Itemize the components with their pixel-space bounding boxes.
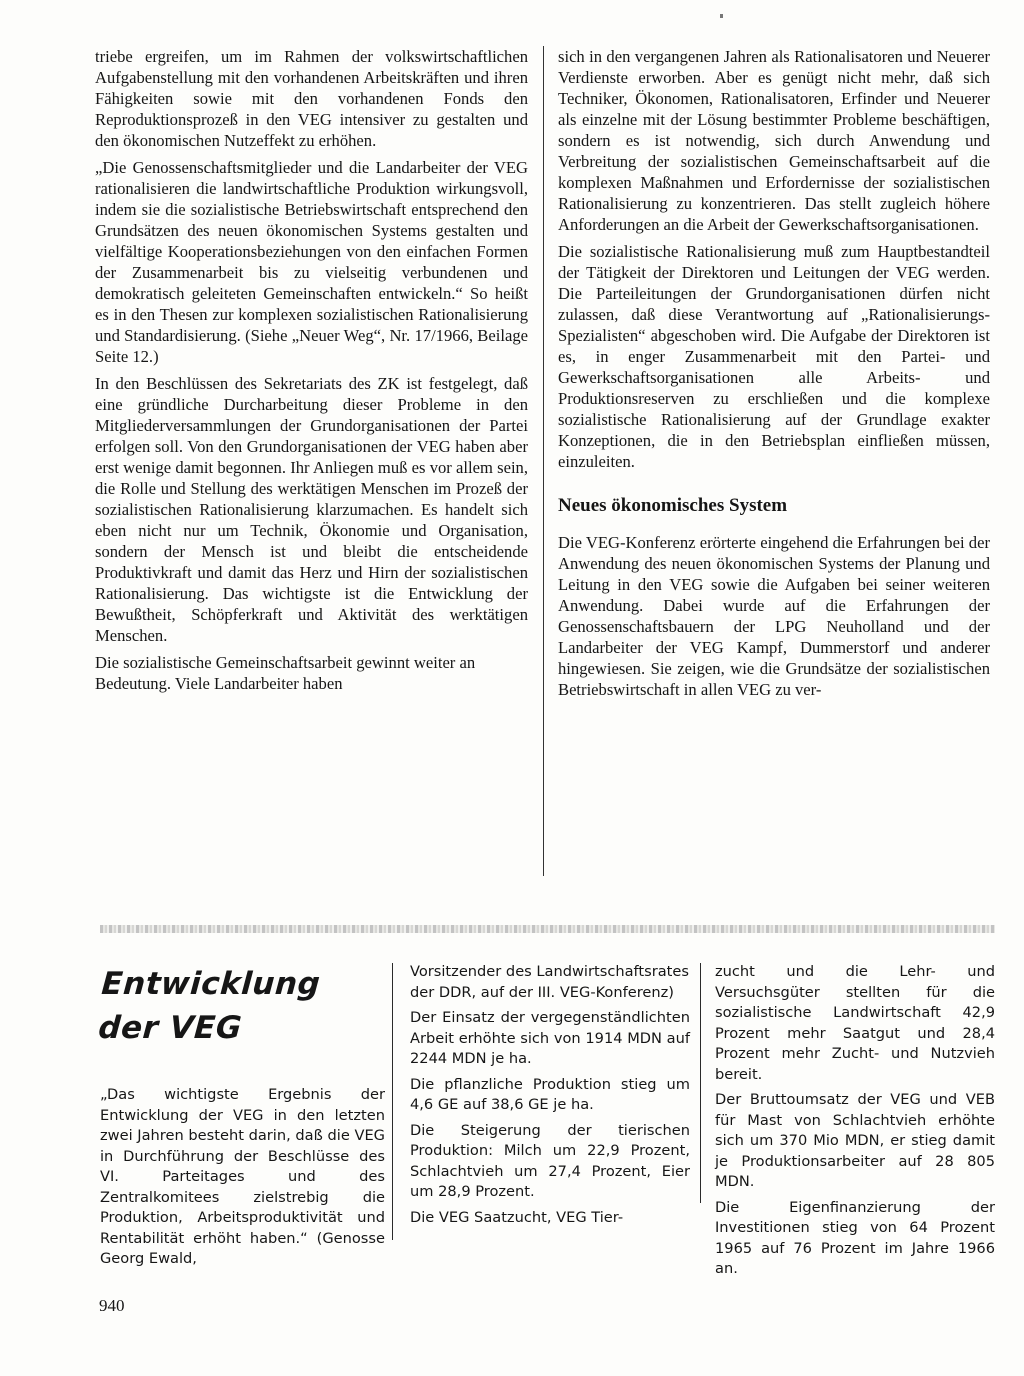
box-right-column — [715, 962, 995, 1285]
box-column-rule — [392, 963, 393, 1240]
section-heading: Neues ökonomisches System — [558, 495, 788, 516]
box-paragraph: „Das wichtigste Ergebnis der Entwicklung der VEG in den letzten zwei Jahren besteht darin, daß die VEG in Durchführung der Beschlüsse des VI. Parteitages und des Zentralkomitees zielstrebig die Produktion, Arbeitsproduktivität und Rentabilität erhöht haben.“ (Genosse Georg Ewald, — [100, 1086, 385, 1267]
article-left-column — [95, 46, 528, 700]
box-column-rule — [700, 963, 701, 1203]
paragraph: In den Beschlüssen des Sekretariats des ZK ist festgelegt, daß eine gründliche Durcharbeitung dieser Probleme in den Mitgliederversammlungen der Grundorganisationen der Partei erfolgen soll. Von den Grundorganisationen der VEG haben aber erst wenige damit begonnen. Ihr Anliegen muß es vor allem sein, die Rolle und Stellung des werktätigen Menschen im Prozeß der sozialistischen Rationalisierung klarzumachen. Es handelt sich eben nicht nur um Technik, Ökonomie und Organisation, sondern der Mensch ist und bleibt die entscheidende Produktivkraft und damit das Herz und Hirn der sozialistischen Rationalisierung. Das wichtigste ist die Entwicklung der Bewußtheit, Schöpferkraft und Aktivität des werktätigen Menschen. — [95, 374, 528, 645]
box-paragraph: Der Einsatz der vergegenständlichten Arbeit erhöhte sich von 1914 MDN auf 2244 MDN je ha. — [410, 1009, 690, 1067]
box-title-line: der VEG — [97, 1010, 244, 1046]
article-right-column — [558, 46, 990, 706]
page-number: 940 — [99, 1296, 125, 1315]
box-paragraph: Vorsitzender des Landwirtschaftsrates der DDR, auf der III. VEG-Konferenz) — [410, 963, 689, 1001]
box-title-line: Entwicklung — [100, 966, 322, 1002]
box-middle-column — [410, 962, 690, 1233]
paragraph: „Die Genossenschaftsmitglieder und die Landarbeiter der VEG rationalisieren die landwirtschaftliche Produktion wirkungsvoll, indem sie die sozialistische Betriebswirtschaft entsprechend den Grundsätzen des neuen ökonomischen Systems gestalten und vielfältige Kooperationsbeziehungen von den einfachen Formen der Zusammenarbeit bis zu vielseitig verbundenen und demokratisch geleiteten Gemeinschaften entwickeln.“ So heißt es in den Thesen zur komplexen sozialistischen Rationalisierung und Standardisierung. (Siehe „Neuer Weg“, Nr. 17/1966, Beilage Seite 12.) — [95, 158, 528, 366]
paragraph: Die VEG-Konferenz erörterte eingehend die Erfahrungen bei der Anwendung des neuen ökonomischen Systems der Planung und Leitung in den VEG sowie die Aufgaben bei seiner weiteren Anwendung. Dabei wurde auf die Erfahrungen der Genossenschaftsbauern der LPG Neuholland und der Landarbeiter der VEG Kampf, Dummerstorf und anderer hingewiesen. Sie zeigen, wie die Grundsätze der sozialistischen Betriebswirtschaft in allen VEG zu ver- — [558, 533, 990, 699]
box-paragraph: Der Bruttoumsatz der VEG und VEB für Mast von Schlachtvieh erhöhte sich um 370 Mio MDN, er stieg damit je Produktionsarbeiter auf 28 805 MDN. — [715, 1091, 995, 1190]
paragraph: Die sozialistische Gemeinschaftsarbeit gewinnt weiter an Bedeutung. Viele Landarbeiter haben — [95, 653, 476, 693]
box-paragraph: Die Eigenfinanzierung der Investitionen stieg von 64 Prozent 1965 auf 76 Prozent im Jahre 1966 an. — [715, 1198, 995, 1277]
box-paragraph: zucht und die Lehr- und Versuchsgüter stellten für die sozialistische Landwirtschaft 42,9 Prozent mehr Saatgut und 28,4 Prozent mehr Zucht- und Nutzvieh bereit. — [715, 963, 995, 1083]
column-rule — [543, 46, 544, 876]
paragraph: Die sozialistische Rationalisierung muß zum Hauptbestandteil der Tätigkeit der Direktoren und Leitungen der VEG werden. Die Parteileitungen der Grundorganisationen dürfen nicht zulassen, daß diese Verantwortung auf „Rationalisierungs-Spezialisten“ abgeschoben wird. Die Aufgabe der Direktoren ist es, in enger Zusammenarbeit mit den Partei- und Gewerkschaftsorganisationen alle Arbeits- und Produktionsreserven zu erschließen und die komplexe sozialistische Rationalisierung auf der Grundlage exakter Konzeptionen, die in den Betriebsplan einfließen müssen, einzuleiten. — [558, 242, 990, 471]
box-paragraph: Die Steigerung der tierischen Produktion: Milch um 22,9 Prozent, Schlachtvieh um 27,4 Prozent, Eier um 28,9 Prozent. — [410, 1121, 690, 1200]
box-paragraph: Die VEG Saatzucht, VEG Tier- — [410, 1208, 624, 1226]
paragraph: sich in den vergangenen Jahren als Rationalisatoren und Neuerer Verdienste erworben. Aber es genügt nicht mehr, daß sich Techniker, Ökonomen, Rationalisatoren, Erfinder und Neuerer als einzelne mit der Lösung bestimmter Probleme beschäftigen, sondern es ist notwendig, sich durch Anwendung und Verbreitung der sozialistischen Gemeinschaftsarbeit auf die komplexen Maßnahmen und Erfordernisse der sozialistischen Rationalisierung zu konzentrieren. Das stellt zugleich höhere Anforderungen an die Arbeit der Gewerkschaftsorganisationen. — [558, 47, 990, 234]
section-divider — [100, 925, 995, 933]
box-left-column — [100, 1085, 385, 1275]
box-title — [97, 962, 373, 1050]
print-speck — [720, 14, 723, 18]
box-paragraph: Die pflanzliche Produktion stieg um 4,6 GE auf 38,6 GE je ha. — [410, 1075, 690, 1113]
paragraph: triebe ergreifen, um im Rahmen der volkswirtschaftlichen Aufgabenstellung mit den vorhandenen Arbeitskräften und ihren Fähigkeiten sowie mit den vorhandenen Fonds den Reproduktionsprozeß in den VEG intensiver zu gestalten und den ökonomischen Nutzeffekt zu erhöhen. — [95, 47, 528, 150]
